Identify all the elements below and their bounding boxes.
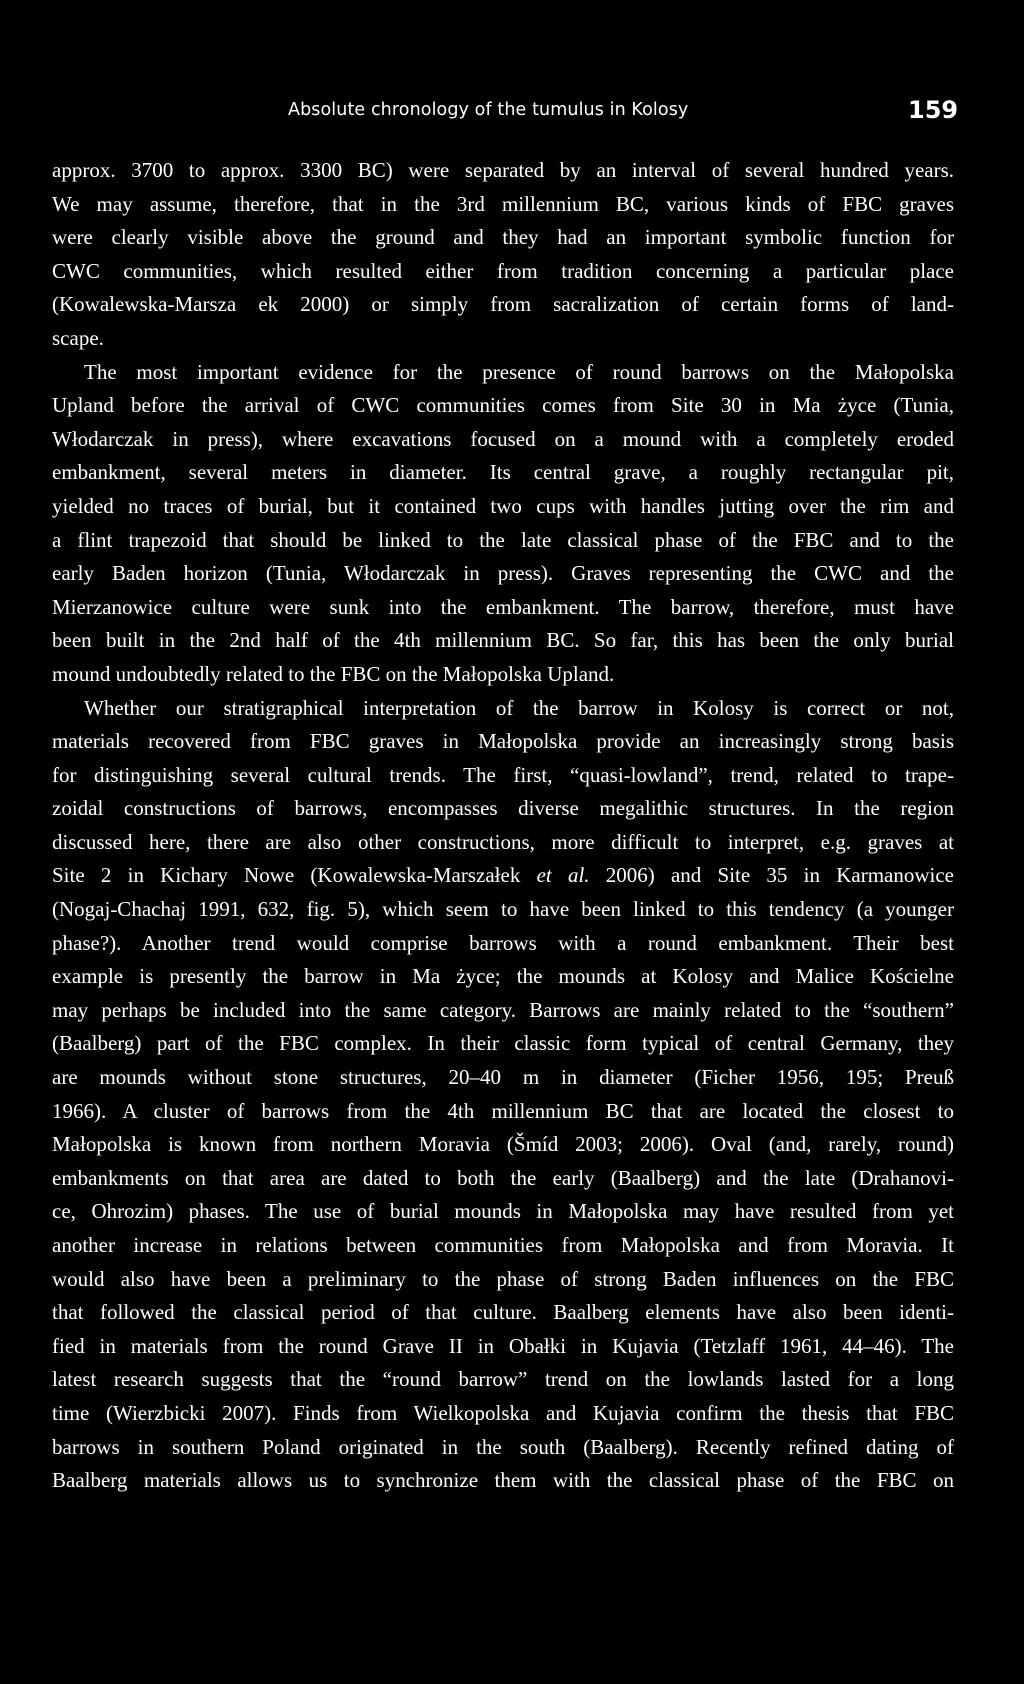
text-line: zoidal constructions of barrows, encompasses diverse megalithic structures. In the region — [52, 796, 954, 821]
text-line: (Baalberg) part of the FBC complex. In their classic form typical of central Germany, they — [52, 1031, 954, 1056]
text-line: are mounds without stone structures, 20–40 m in diameter (Ficher 1956, 195; Preuß — [52, 1065, 954, 1090]
paragraph — [52, 154, 954, 356]
text-line: Baalberg materials allows us to synchronize them with the classical phase of the FBC on — [52, 1468, 954, 1493]
text-line: another increase in relations between communities from Małopolska and from Moravia. It — [52, 1233, 954, 1257]
text-line: approx. 3700 to approx. 3300 BC) were separated by an interval of several hundred years. — [52, 158, 954, 182]
text-line: may perhaps be included into the same category. Barrows are mainly related to the “southern” — [52, 997, 954, 1022]
text-line: early Baden horizon (Tunia, Włodarczak in press). Graves representing the CWC and the — [52, 561, 954, 586]
running-title: Absolute chronology of the tumulus in Kolosy — [288, 100, 689, 120]
text-line: fied in materials from the round Grave II in Obałki in Kujavia (Tetzlaff 1961, 44–46). The — [52, 1333, 954, 1358]
text-line: yielded no traces of burial, but it contained two cups with handles jutting over the rim and — [52, 493, 954, 518]
text-line: CWC communities, which resulted either from tradition concerning a particular place — [52, 258, 954, 283]
text-line: discussed here, there are also other constructions, more difficult to interpret, e.g. graves at — [52, 829, 954, 854]
text-line: mound undoubtedly related to the FBC on the Małopolska Upland. — [52, 661, 615, 686]
text-line: that followed the classical period of that culture. Baalberg elements have also been identi- — [52, 1300, 954, 1325]
text-line: were clearly visible above the ground and they had an important symbolic function for — [52, 225, 954, 250]
text-line: 1966). A cluster of barrows from the 4th millennium BC that are located the closest to — [52, 1098, 954, 1123]
text-line: phase?). Another trend would comprise barrows with a round embankment. Their best — [52, 930, 954, 955]
text-line: Małopolska is known from northern Moravia (Šmíd 2003; 2006). Oval (and, rarely, round) — [52, 1132, 954, 1157]
text-line: for distinguishing several cultural trends. The first, “quasi-lowland”, trend, related to trape- — [52, 762, 954, 787]
text-line: latest research suggests that the “round barrow” trend on the lowlands lasted for a long — [52, 1367, 954, 1392]
text-line: (Kowalewska-Marsza ek 2000) or simply from sacralization of certain forms of land- — [52, 292, 954, 317]
text-line: ce, Ohrozim) phases. The use of burial mounds in Małopolska may have resulted from yet — [52, 1199, 954, 1224]
text-line: would also have been a preliminary to the phase of strong Baden influences on the FBC — [52, 1266, 954, 1291]
text-line: embankments on that area are dated to both the early (Baalberg) and the late (Drahanovi- — [52, 1165, 954, 1190]
text-line: embankment, several meters in diameter. Its central grave, a roughly rectangular pit, — [52, 460, 954, 485]
page-number: 159 — [908, 96, 959, 124]
text-line: Whether our stratigraphical interpretation of the barrow in Kolosy is correct or not, — [84, 695, 954, 720]
body-text — [52, 154, 954, 1498]
text-line: time (Wierzbicki 2007). Finds from Wielkopolska and Kujavia confirm the thesis that FBC — [52, 1400, 954, 1425]
running-head — [0, 96, 1024, 136]
text-line: Upland before the arrival of CWC communities comes from Site 30 in Ma życe (Tunia, — [52, 393, 954, 418]
paragraph — [52, 356, 954, 692]
text-line: Mierzanowice culture were sunk into the embankment. The barrow, therefore, must have — [52, 594, 954, 619]
text-line: a flint trapezoid that should be linked to the late classical phase of the FBC and to the — [52, 527, 954, 552]
text-line: materials recovered from FBC graves in Małopolska provide an increasingly strong basis — [52, 729, 954, 754]
text-line: Włodarczak in press), where excavations focused on a mound with a completely eroded — [52, 426, 954, 451]
text-line: The most important evidence for the presence of round barrows on the Małopolska — [84, 359, 954, 384]
text-line: Site 2 in Kichary Nowe (Kowalewska-Marszałek et al. 2006) and Site 35 in Karmanowice — [52, 863, 954, 888]
text-line: We may assume, therefore, that in the 3rd millennium BC, various kinds of FBC graves — [52, 191, 954, 216]
text-line: barrows in southern Poland originated in the south (Baalberg). Recently refined dating of — [52, 1434, 954, 1459]
text-line: been built in the 2nd half of the 4th millennium BC. So far, this has been the only burial — [52, 628, 954, 653]
text-line: (Nogaj-Chachaj 1991, 632, fig. 5), which seem to have been linked to this tendency (a younger — [52, 897, 954, 922]
text-line: example is presently the barrow in Ma życe; the mounds at Kolosy and Malice Kościelne — [52, 964, 954, 989]
text-line: scape. — [52, 325, 104, 350]
paragraph — [52, 692, 954, 1498]
